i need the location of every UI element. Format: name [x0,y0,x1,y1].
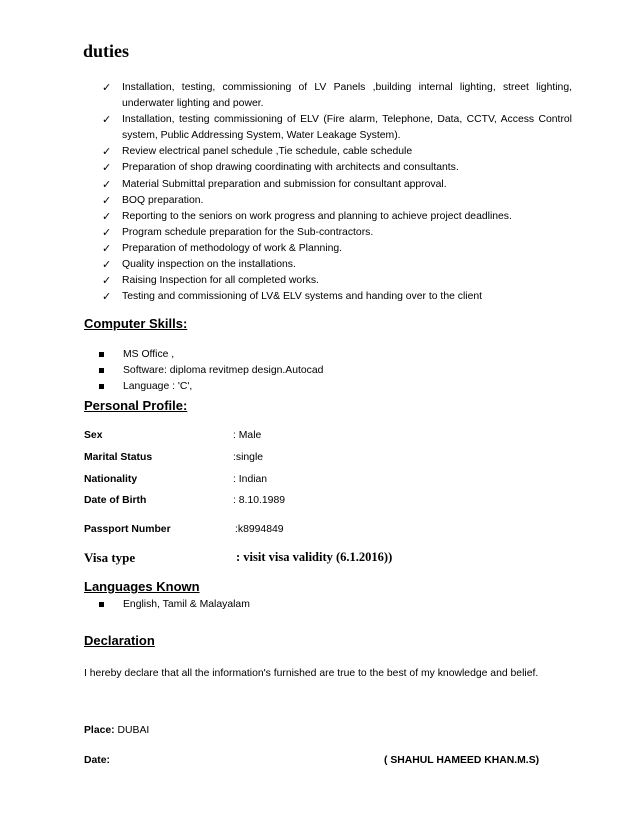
list-item: ✓ Program schedule preparation for the Sub-contractors. [102,225,572,241]
list-item: Language : 'C', [97,379,497,395]
languages-heading: Languages Known [84,579,200,594]
bullet-icon [99,352,104,357]
list-item: ✓ Installation, testing, commissioning of LV Panels ,building internal lighting, street lighting, underwater lighting and power. [102,81,572,110]
computer-skills-heading: Computer Skills: [84,316,188,331]
checkmark-icon: ✓ [102,161,112,175]
checkmark-icon: ✓ [102,81,112,94]
checkmark-icon: ✓ [102,258,112,272]
list-item: ✓ Material Submittal preparation and submission for consultant approval. [102,177,572,193]
marital-status-value: :single [233,452,264,463]
list-item: ✓ Quality inspection on the installations. [102,257,572,273]
dob-value: : 8.10.1989 [233,495,285,506]
passport-value: :k8994849 [235,524,284,535]
nationality-label: Nationality [84,474,138,485]
checkmark-icon: ✓ [102,177,112,191]
duties-list [102,80,572,305]
signature: ( SHAHUL HAMEED KHAN.M.S) [384,755,540,766]
list-item: ✓ Preparation of methodology of work & Planning. [102,241,572,257]
computer-skills-list [97,347,497,395]
bullet-icon [99,384,104,389]
marital-status-label: Marital Status [84,452,153,463]
dob-label: Date of Birth [84,495,147,506]
list-item: ✓ Preparation of shop drawing coordinating with architects and consultants. [102,160,572,176]
list-item: ✓ BOQ preparation. [102,193,572,209]
checkmark-icon: ✓ [102,193,112,207]
list-item: ✓ Testing and commissioning of LV& ELV systems and handing over to the client [102,289,572,305]
bullet-icon [99,368,104,373]
list-item: ✓ Reporting to the seniors on work progress and planning to achieve project deadlines. [102,209,572,225]
checkmark-icon: ✓ [102,241,112,255]
checkmark-icon: ✓ [102,225,112,239]
personal-profile-heading: Personal Profile: [84,398,188,413]
checkmark-icon: ✓ [102,113,112,127]
place-line [84,725,149,736]
visa-label: Visa type [84,550,136,565]
sex-label: Sex [84,430,103,441]
list-item: MS Office , [97,347,497,363]
place-label: Place: [84,725,115,736]
place-value: DUBAI [117,725,150,736]
nationality-value: : Indian [233,474,268,485]
declaration-text: I hereby declare that all the information's furnished are true to the best of my knowledge and belief. [84,668,539,679]
declaration-heading: Declaration [84,633,155,648]
list-item: ✓ Installation, testing commissioning of ELV (Fire alarm, Telephone, Data, CCTV, Access Control system, Public Addressing System, Water Leakage System). [102,113,572,142]
checkmark-icon: ✓ [102,290,112,304]
list-item: Software: diploma revitmep design.Autocad [97,363,497,379]
list-item: ✓ Review electrical panel schedule ,Tie schedule, cable schedule [102,144,572,160]
list-item: ✓ Raising Inspection for all completed works. [102,273,572,289]
date-label: Date: [84,755,110,766]
checkmark-icon: ✓ [102,274,112,288]
languages-list [97,597,497,613]
list-item: English, Tamil & Malayalam [97,597,497,613]
sex-value: : Male [233,430,262,441]
visa-value: : visit visa validity (6.1.2016)) [236,550,393,564]
duties-heading: duties [83,41,130,61]
bullet-icon [99,602,104,607]
passport-label: Passport Number [84,524,171,535]
checkmark-icon: ✓ [102,145,112,159]
checkmark-icon: ✓ [102,209,112,223]
